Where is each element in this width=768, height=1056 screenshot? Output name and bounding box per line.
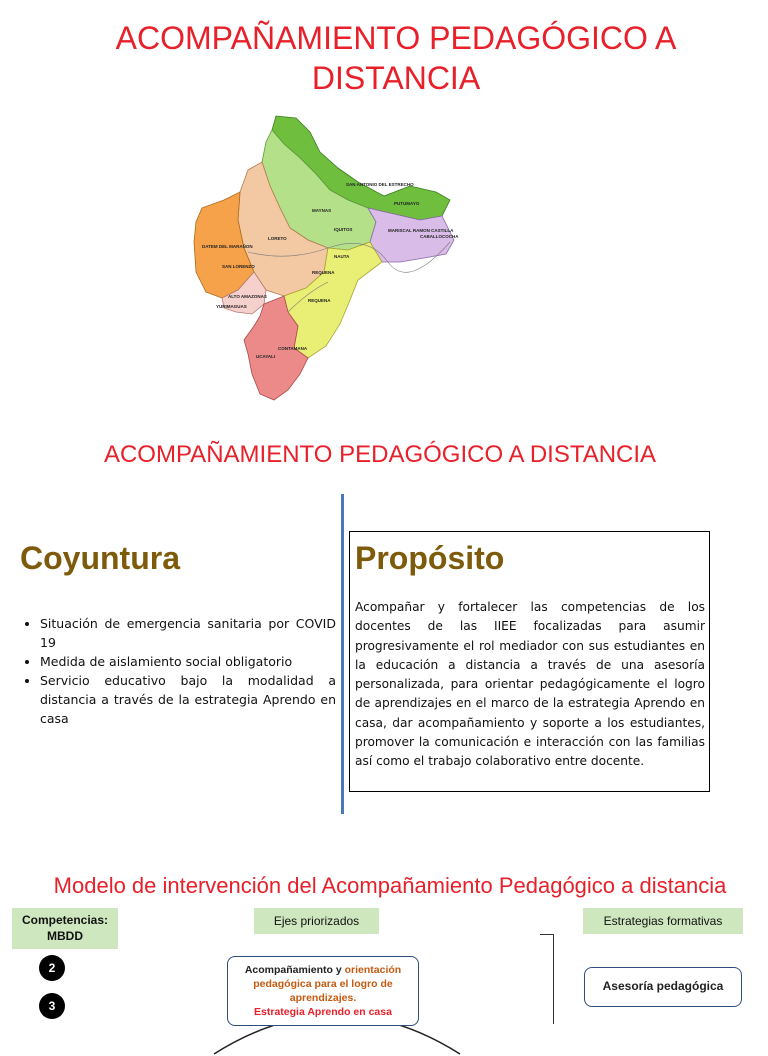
acomp-strategy: Estrategia Aprendo en casa bbox=[254, 1006, 392, 1018]
model-title: Modelo de intervención del Acompañamiento Pedagógico a distancia bbox=[53, 873, 727, 898]
connector-bracket bbox=[540, 934, 554, 1024]
map-label: LORETO bbox=[268, 236, 287, 241]
competencias-box bbox=[12, 908, 118, 949]
proposito-text: Acompañar y fortalecer las competencias de los docentes de las IIEE focalizadas para asumir progresivamente el rol mediador con sus estudiantes en la educación a distancia a través de una asesoría personalizada, para orientar pedagógicamente el logro de aprendizajes en el marco de la estrategia Aprendo en casa, dar acompañamiento y soporte a los estudiantes, promover la comunicación e interacción con las familias así como el trabajo colaborativo entre docente. bbox=[355, 600, 705, 769]
coyuntura-heading: Coyuntura bbox=[20, 540, 180, 576]
coyuntura-item: • Medida de aislamiento social obligatorio bbox=[40, 652, 336, 671]
map-label: CONTAMANA bbox=[278, 346, 308, 351]
map-label: REQUENA bbox=[312, 270, 335, 275]
loreto-region-map bbox=[188, 112, 464, 408]
map-label: ALTO AMAZONAS bbox=[228, 294, 267, 299]
ejes-box: Ejes priorizados bbox=[254, 908, 379, 934]
competencias-sub: MBDD bbox=[47, 929, 83, 943]
map-label: REQUENA bbox=[308, 298, 331, 303]
map-label: PUTUMAYO bbox=[394, 201, 420, 206]
main-title: ACOMPAÑAMIENTO PEDAGÓGICO A DISTANCIA bbox=[115, 20, 677, 96]
coyuntura-item: • Servicio educativo bajo la modalidad a distancia a través de la estrategia Aprendo en casa bbox=[40, 671, 336, 728]
section-subtitle: ACOMPAÑAMIENTO PEDAGÓGICO A DISTANCIA bbox=[103, 441, 657, 468]
coyuntura-item: • Situación de emergencia sanitaria por COVID 19 bbox=[40, 614, 336, 652]
vertical-divider bbox=[341, 494, 344, 814]
asesoria-box: Asesoría pedagógica bbox=[584, 967, 742, 1007]
competencia-number-badge: 3 bbox=[39, 993, 65, 1019]
map-label: MAYNAS bbox=[312, 208, 332, 213]
competencia-number-badge: 2 bbox=[39, 955, 65, 981]
map-label: CABALLOCOCHA bbox=[420, 234, 459, 239]
proposito-heading: Propósito bbox=[355, 540, 505, 576]
acompanamiento-box bbox=[227, 956, 419, 1026]
acomp-text-2: orientación pedagógica para el logro de aprendizajes. bbox=[253, 964, 402, 1004]
estrategias-box: Estrategias formativas bbox=[583, 908, 743, 934]
coyuntura-list bbox=[18, 614, 336, 728]
acomp-text-1: Acompañamiento y bbox=[244, 964, 345, 976]
map-label: IQUITOS bbox=[334, 227, 353, 232]
competencias-label: Competencias: bbox=[21, 913, 109, 927]
map-label: UCAYALI bbox=[256, 354, 276, 359]
map-label: NAUTA bbox=[334, 254, 350, 259]
map-label: SAN ANTONIO DEL ESTRECHO bbox=[346, 182, 414, 187]
map-label: MARISCAL RAMON CASTILLA bbox=[388, 228, 454, 233]
map-label: YURIMAGUAS bbox=[216, 304, 247, 309]
map-label: DATEM DEL MARAÑON bbox=[202, 244, 253, 249]
map-label: SAN LORENZO bbox=[222, 264, 255, 269]
